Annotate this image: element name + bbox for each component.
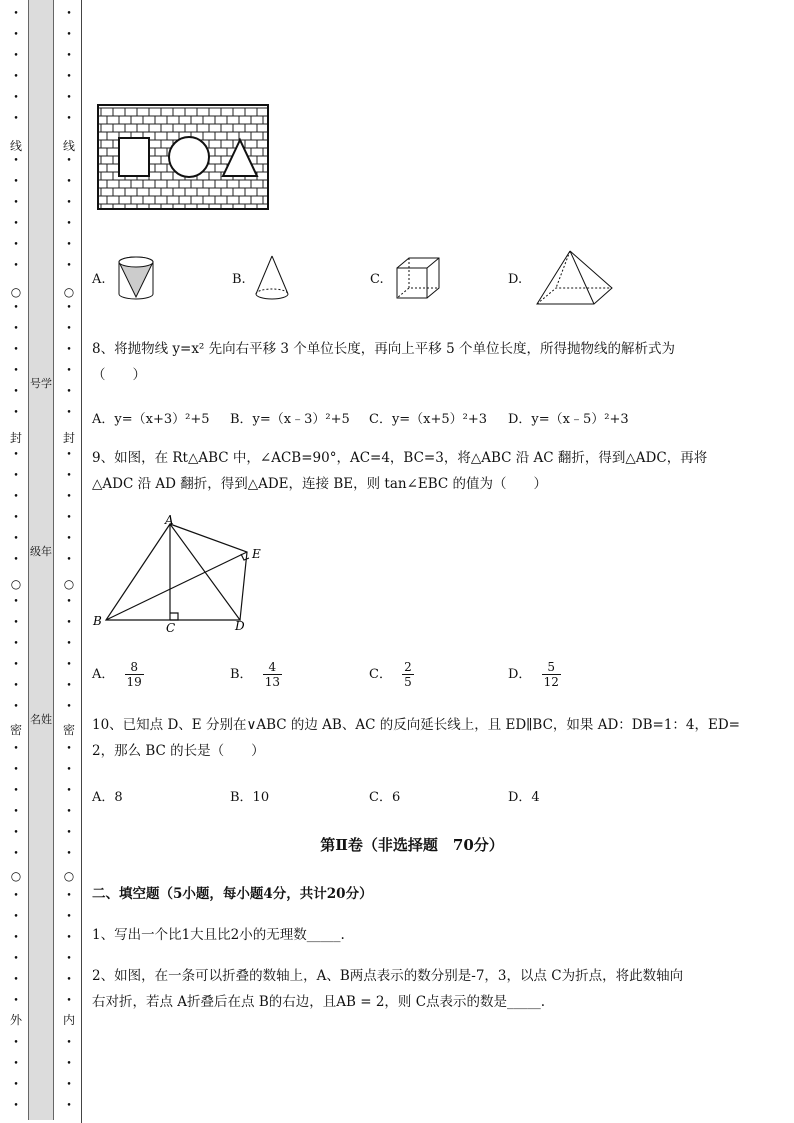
binding-dot-icon: • [66, 597, 72, 607]
binding-dot-icon: • [66, 471, 72, 481]
q7-option-a[interactable] [92, 272, 106, 287]
binding-dot-icon: • [13, 1038, 19, 1048]
binding-dot-icon: • [66, 408, 72, 418]
binding-dot-icon: • [66, 828, 72, 838]
fill2-stem [92, 963, 752, 1015]
denominator: 12 [543, 675, 559, 689]
binding-dot-icon: • [66, 786, 72, 796]
q10-text-line1: 10、已知点 D、E 分别在∨ABC 的边 AB、AC 的反向延长线上，且 ED∥BC，如果 AD：DB=1：4，ED= [92, 717, 740, 733]
binding-dot-icon: • [13, 177, 19, 187]
binding-dot-icon: • [13, 639, 19, 649]
q8-stem [92, 336, 752, 388]
binding-dot-icon: • [66, 30, 72, 40]
binding-circle-icon: ○ [63, 285, 75, 299]
binding-dot-icon: • [66, 345, 72, 355]
binding-dot-icon: • [13, 93, 19, 103]
binding-label: 外 [10, 1013, 23, 1027]
binding-label: 密 [10, 723, 23, 737]
cylinder-with-cone-figure [114, 254, 158, 304]
field-name: 名姓 [30, 713, 52, 726]
binding-label: 封 [10, 431, 23, 445]
binding-dot-icon: • [13, 156, 19, 166]
q10-text-line2: 2，那么 BC 的长是（ ） [92, 743, 265, 759]
q9-label-e: E [252, 547, 261, 561]
q8-option-c[interactable]: C．y=（x+5）²+3 [369, 412, 488, 427]
fill1-stem: 1、写出一个比1大且比2小的无理数_____. [92, 927, 345, 943]
binding-dot-icon: • [13, 471, 19, 481]
q9-label-d: D [235, 619, 245, 633]
binding-dot-icon: • [13, 891, 19, 901]
binding-dot-icon: • [13, 996, 19, 1006]
binding-dot-icon: • [66, 849, 72, 859]
q10-option-d[interactable]: D．4 [508, 790, 540, 805]
binding-dot-icon: • [13, 240, 19, 250]
binding-dot-icon: • [13, 933, 19, 943]
binding-dot-icon: • [66, 198, 72, 208]
q9-label-b: B [93, 614, 102, 628]
q9-option-c[interactable] [369, 660, 414, 689]
binding-dot-icon: • [13, 912, 19, 922]
q9-option-a-fraction [125, 660, 144, 689]
q9-option-c-label: C． [369, 667, 392, 682]
binding-dot-icon: • [13, 303, 19, 313]
binding-dot-icon: • [66, 219, 72, 229]
binding-dot-icon: • [13, 555, 19, 565]
binding-dot-icon: • [13, 660, 19, 670]
inner-dot-column [63, 0, 75, 1123]
binding-dot-icon: • [13, 72, 19, 82]
binding-dot-icon: • [66, 1059, 72, 1069]
binding-dot-icon: • [66, 639, 72, 649]
binding-label: 内 [63, 1013, 76, 1027]
cone-figure [252, 254, 292, 304]
q7-option-c[interactable] [370, 272, 384, 287]
field-grade: 级年 [30, 545, 52, 558]
q10-stem [92, 712, 752, 764]
binding-dot-icon: • [13, 450, 19, 460]
q7-option-b[interactable] [232, 272, 246, 287]
numerator: 8 [125, 660, 144, 675]
binding-dot-icon: • [13, 828, 19, 838]
binding-circle-icon: ○ [10, 869, 22, 883]
binding-dot-icon: • [66, 765, 72, 775]
binding-circle-icon: ○ [10, 285, 22, 299]
binding-dot-icon: • [13, 618, 19, 628]
binding-dot-icon: • [66, 1038, 72, 1048]
binding-dot-icon: • [66, 366, 72, 376]
binding-dot-icon: • [13, 807, 19, 817]
q8-option-b[interactable]: B．y=（x﹣3）²+5 [230, 412, 350, 427]
q9-option-c-fraction [402, 660, 414, 689]
q10-option-c[interactable]: C．6 [369, 790, 401, 805]
binding-dot-icon: • [66, 996, 72, 1006]
q9-label-c: C [166, 621, 176, 635]
binding-margin [0, 0, 86, 1123]
binding-dot-icon: • [13, 408, 19, 418]
binding-dot-icon: • [66, 1101, 72, 1111]
q10-option-b[interactable]: B．10 [230, 790, 270, 805]
q9-label-a: A [165, 514, 174, 527]
binding-dot-icon: • [13, 597, 19, 607]
binding-dot-icon: • [66, 660, 72, 670]
binding-dot-icon: • [13, 366, 19, 376]
binding-label: 线 [63, 139, 76, 153]
part2-title: 第Ⅱ卷（非选择题 70分） [320, 836, 504, 854]
binding-dot-icon: • [13, 1059, 19, 1069]
binding-dot-icon: • [66, 513, 72, 523]
q9-option-b[interactable] [230, 660, 282, 689]
binding-circle-icon: ○ [63, 869, 75, 883]
binding-dot-icon: • [66, 450, 72, 460]
binding-dot-icon: • [13, 261, 19, 271]
q7-option-d-label: D. [508, 272, 523, 287]
binding-dot-icon: • [66, 324, 72, 334]
binding-dot-icon: • [13, 744, 19, 754]
binding-dot-icon: • [13, 702, 19, 712]
binding-dot-icon: • [66, 534, 72, 544]
binding-dot-icon: • [13, 30, 19, 40]
q9-text-line1: 9、如图，在 Rt△ABC 中，∠ACB=90°，AC=4，BC=3，将△ABC 沿 AC 翻折，得到△ADC，再将 [92, 450, 708, 466]
binding-dot-icon: • [66, 93, 72, 103]
binding-dot-icon: • [66, 702, 72, 712]
binding-label: 密 [63, 723, 76, 737]
denominator: 19 [126, 675, 142, 689]
wall-holes-figure [97, 104, 269, 210]
binding-dot-icon: • [66, 177, 72, 187]
cube-figure [394, 256, 442, 302]
binding-dot-icon: • [66, 492, 72, 502]
student-info-band [28, 0, 54, 1120]
binding-dot-icon: • [66, 954, 72, 964]
fill-in-section-heading: 二、填空题（5小题，每小题4分，共计20分） [92, 886, 373, 902]
q7-option-b-label: B. [232, 272, 246, 287]
fill2-text-line2: 右对折，若点 A折叠后在点 B的右边，且AB = 2，则 C点表示的数是_____. [92, 994, 546, 1010]
binding-dot-icon: • [66, 618, 72, 628]
binding-dot-icon: • [13, 1080, 19, 1090]
binding-dot-icon: • [13, 387, 19, 397]
numerator: 2 [404, 660, 412, 674]
binding-dot-icon: • [66, 555, 72, 565]
numerator: 5 [542, 660, 561, 675]
binding-dot-icon: • [13, 765, 19, 775]
q9-option-b-fraction [263, 660, 282, 689]
binding-dot-icon: • [66, 933, 72, 943]
binding-dot-icon: • [13, 786, 19, 796]
binding-dot-icon: • [66, 1080, 72, 1090]
binding-dot-icon: • [66, 303, 72, 313]
binding-dot-icon: • [13, 324, 19, 334]
binding-dot-icon: • [66, 744, 72, 754]
fill2-text-line1: 2、如图，在一条可以折叠的数轴上，A、B两点表示的数分别是-7，3，以点 C为折点，将此数轴向 [92, 968, 684, 984]
binding-dot-icon: • [13, 114, 19, 124]
binding-circle-icon: ○ [63, 577, 75, 591]
binding-dot-icon: • [66, 72, 72, 82]
binding-dot-icon: • [66, 261, 72, 271]
binding-dot-icon: • [66, 51, 72, 61]
pyramid-figure [534, 248, 614, 308]
binding-dot-icon: • [66, 975, 72, 985]
q8-text: 8、将抛物线 y=x² 先向右平移 3 个单位长度，再向上平移 5 个单位长度，所得抛物线的解析式为 [92, 341, 675, 357]
binding-dot-icon: • [66, 240, 72, 250]
q9-option-d-label: D． [508, 667, 532, 682]
binding-label: 封 [63, 431, 76, 445]
q8-option-d[interactable]: D．y=（x﹣5）²+3 [508, 412, 629, 427]
binding-dot-icon: • [13, 681, 19, 691]
q7-option-a-label: A. [92, 272, 106, 287]
q9-option-d[interactable] [508, 660, 561, 689]
q9-stem [92, 445, 752, 497]
margin-rule [81, 0, 82, 1123]
denominator: 5 [404, 675, 412, 689]
binding-dot-icon: • [13, 9, 19, 19]
q7-option-d[interactable] [508, 272, 522, 287]
binding-label: 线 [10, 139, 23, 153]
binding-dot-icon: • [13, 849, 19, 859]
binding-dot-icon: • [13, 492, 19, 502]
binding-dot-icon: • [66, 114, 72, 124]
binding-dot-icon: • [13, 219, 19, 229]
q9-option-b-label: B． [230, 667, 253, 682]
q8-answer-blank: （ ） [92, 367, 146, 383]
q9-option-a-label: A． [92, 667, 115, 682]
binding-dot-icon: • [66, 9, 72, 19]
binding-dot-icon: • [66, 387, 72, 397]
field-student-number: 号学 [30, 377, 52, 390]
binding-dot-icon: • [66, 891, 72, 901]
binding-dot-icon: • [13, 954, 19, 964]
binding-dot-icon: • [13, 975, 19, 985]
binding-dot-icon: • [66, 156, 72, 166]
binding-dot-icon: • [66, 912, 72, 922]
q9-triangle-figure [92, 514, 272, 636]
binding-dot-icon: • [66, 681, 72, 691]
q10-option-a[interactable]: A．8 [92, 790, 123, 805]
binding-circle-icon: ○ [10, 577, 22, 591]
q9-option-d-fraction [542, 660, 561, 689]
q7-option-c-label: C. [370, 272, 384, 287]
binding-dot-icon: • [13, 345, 19, 355]
numerator: 4 [263, 660, 282, 675]
outer-dot-column [10, 0, 22, 1123]
q9-option-a[interactable] [92, 660, 144, 689]
denominator: 13 [264, 675, 280, 689]
binding-dot-icon: • [13, 1101, 19, 1111]
q8-option-a[interactable]: A．y=（x+3）²+5 [92, 412, 210, 427]
binding-dot-icon: • [13, 513, 19, 523]
q9-text-line2: △ADC 沿 AD 翻折，得到△ADE，连接 BE，则 tan∠EBC 的值为（ ） [92, 476, 548, 492]
binding-dot-icon: • [13, 534, 19, 544]
binding-dot-icon: • [13, 198, 19, 208]
binding-dot-icon: • [66, 807, 72, 817]
binding-dot-icon: • [13, 51, 19, 61]
